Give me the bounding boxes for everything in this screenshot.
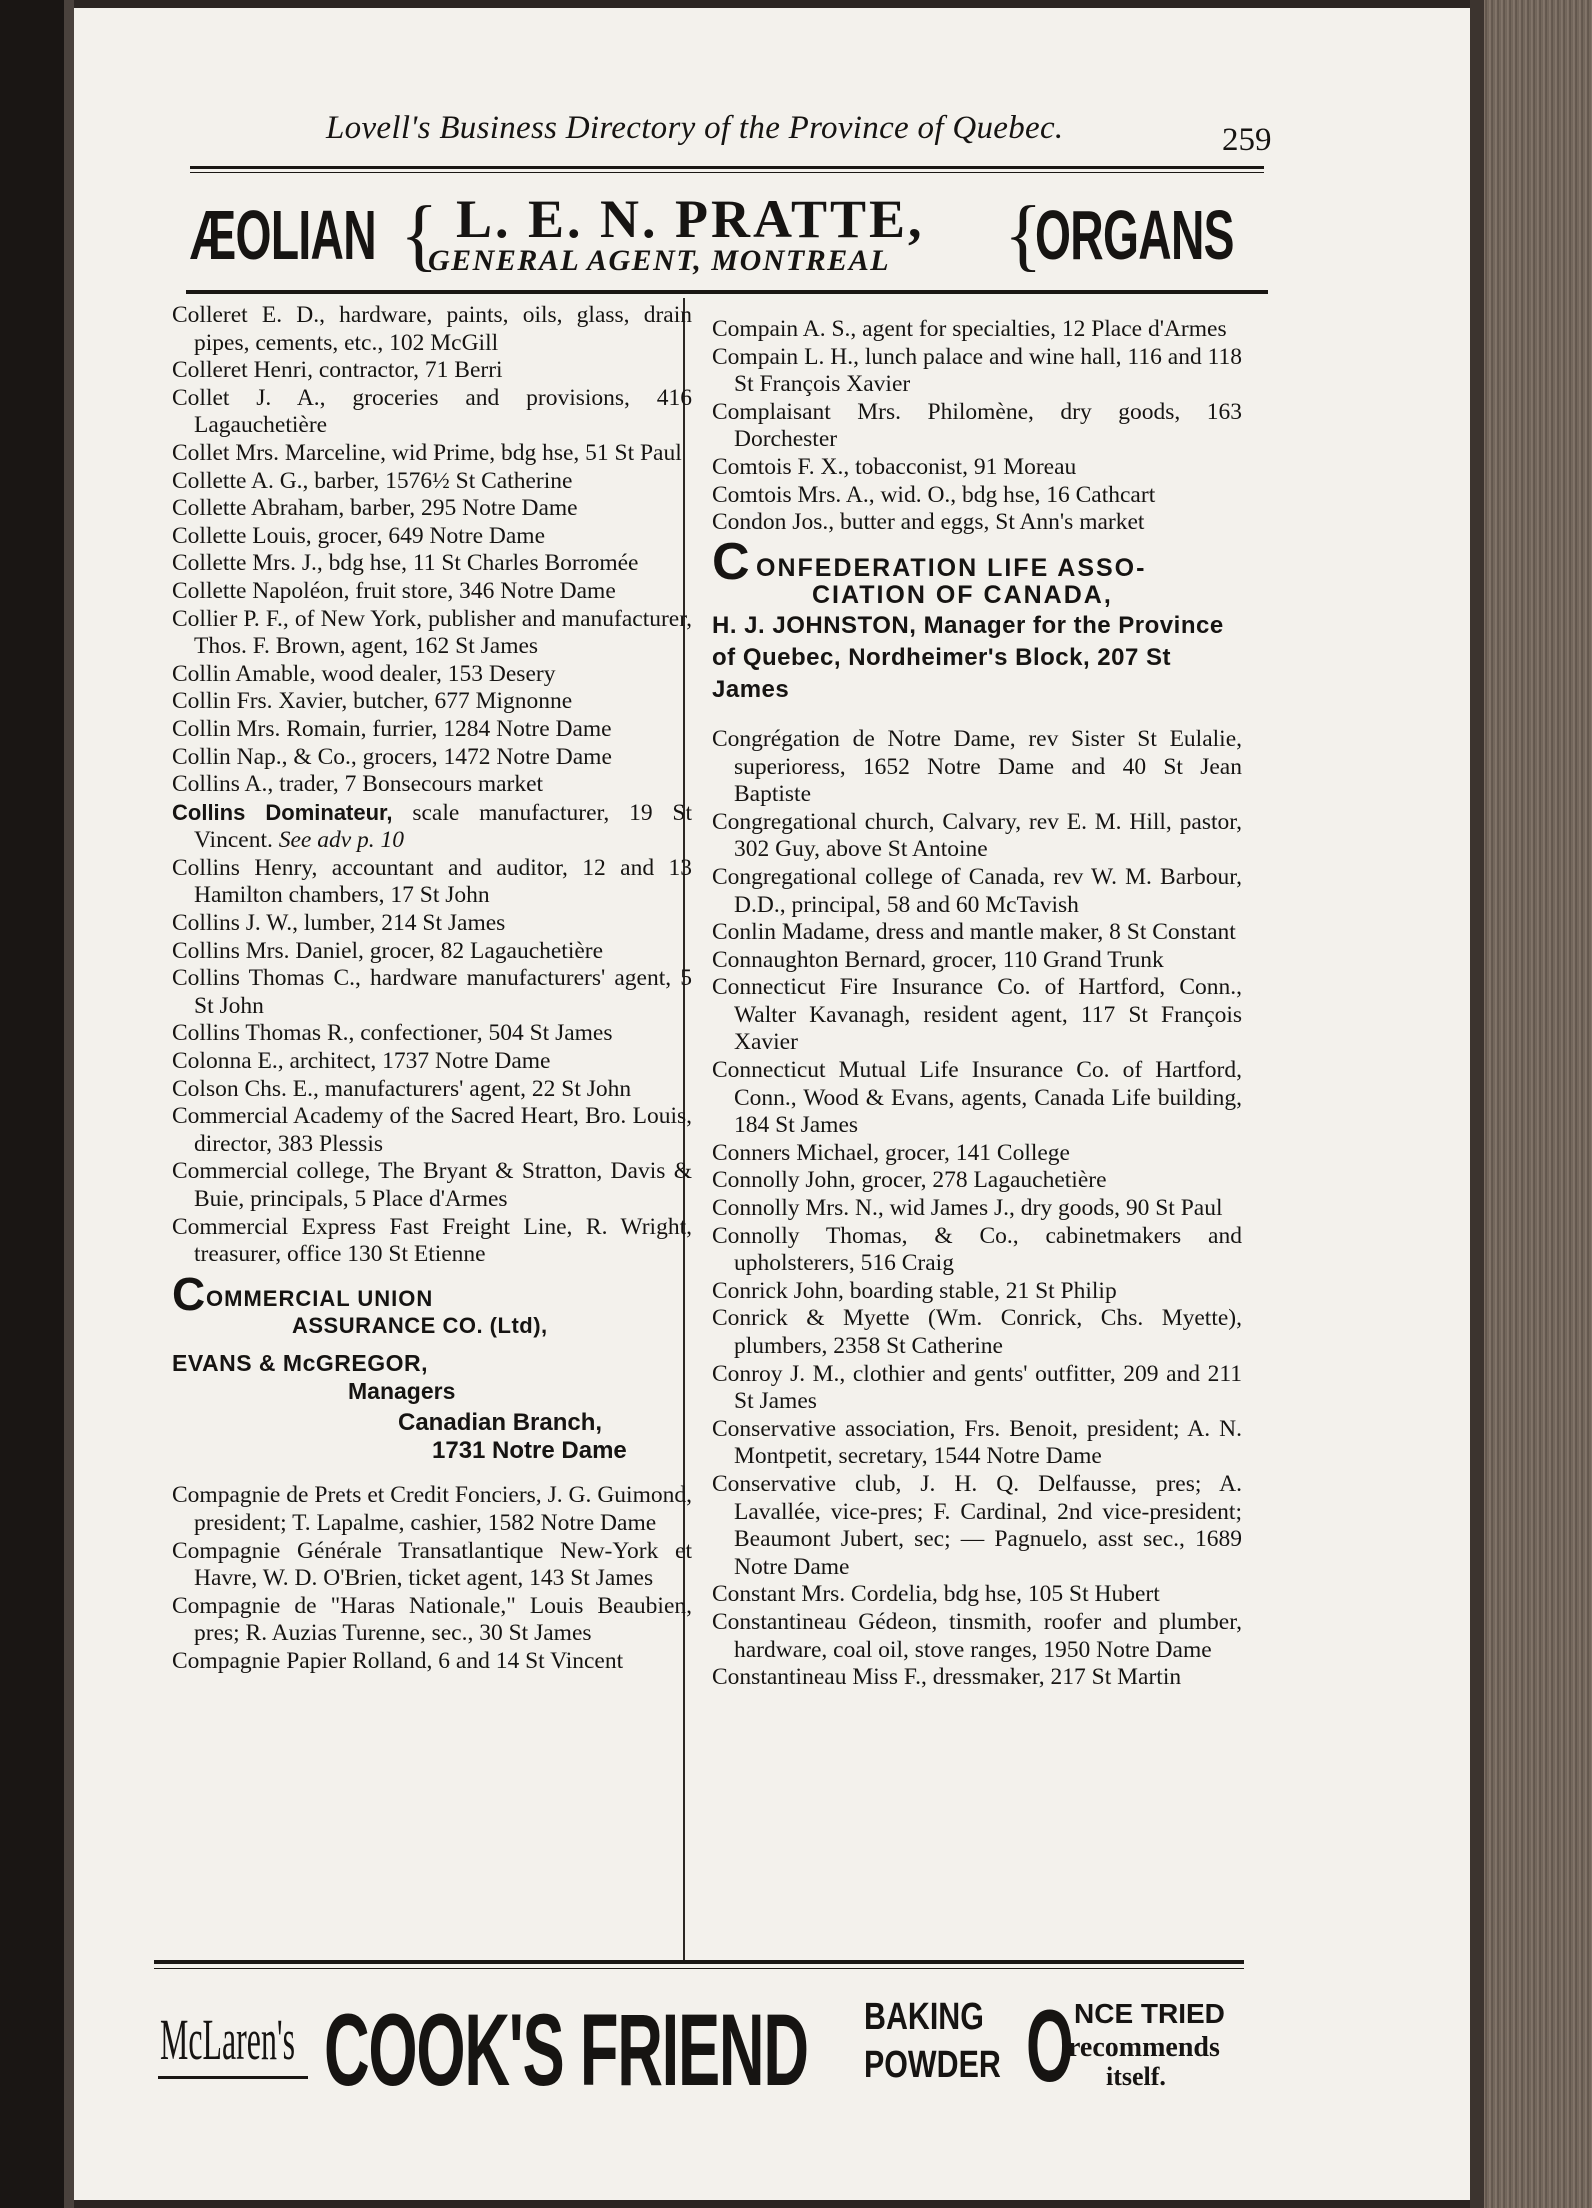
brace-right: { bbox=[1004, 191, 1043, 279]
ad-line-2: ASSURANCE CO. (Ltd), bbox=[292, 1313, 548, 1339]
directory-entry: Collins A., trader, 7 Bonsecours market bbox=[172, 771, 544, 798]
top-rule-thin bbox=[190, 172, 1264, 173]
directory-entry: Commercial college, The Bryant & Stratton, Davis & Buie, principals, 5 Place d'Armes bbox=[172, 1158, 692, 1212]
ad-initial-c: C bbox=[712, 532, 752, 591]
directory-entry: Compagnie de Prets et Credit Fonciers, J. G. Guimond, president; T. Lapalme, cashier, 1582 Notre Dame bbox=[172, 1482, 692, 1536]
directory-entry-collins-dominateur bbox=[172, 799, 692, 855]
ad-big-o: O bbox=[1026, 1989, 1074, 2103]
directory-entry: Colleret E. D., hardware, paints, oils, glass, drain pipes, cements, etc., 102 McGill bbox=[172, 302, 692, 356]
directory-entry: Collette A. G., barber, 1576½ St Catherine bbox=[172, 467, 573, 494]
left-column bbox=[172, 302, 692, 1676]
ad-line-5: Canadian Branch, bbox=[398, 1409, 603, 1437]
ad-recommends: recommends bbox=[1068, 2032, 1220, 2063]
page-number: 259 bbox=[1222, 122, 1272, 158]
banner-agent-subtitle: GENERAL AGENT, MONTREAL bbox=[428, 244, 891, 277]
directory-entry: Collins Thomas C., hardware manufacturers' agent, 5 St John bbox=[172, 965, 692, 1019]
directory-entry: Constantineau Gédeon, tinsmith, roofer and plumber, hardware, coal oil, stove ranges, 1950 Notre Dame bbox=[712, 1608, 1242, 1663]
ad-line-1-text: ONFEDERATION LIFE ASSO- bbox=[756, 553, 1147, 582]
directory-entry: Collin Nap., & Co., grocers, 1472 Notre Dame bbox=[172, 743, 612, 770]
directory-entry: Commercial Express Fast Freight Line, R. Wright, treasurer, office 130 St Etienne bbox=[172, 1213, 692, 1268]
directory-entry: Collins Mrs. Daniel, grocer, 82 Lagauchetière bbox=[172, 937, 604, 964]
ad-line-4: Managers bbox=[348, 1377, 456, 1404]
right-entries-a bbox=[712, 316, 1242, 537]
directory-entry: Collet Mrs. Marceline, wid Prime, bdg hse, 51 St Paul bbox=[172, 439, 682, 466]
page-stack-edge bbox=[1470, 0, 1592, 2208]
directory-entry: Collet J. A., groceries and provisions, 416 Lagauchetière bbox=[172, 384, 692, 439]
directory-entry: Colleret Henri, contractor, 71 Berri bbox=[172, 357, 503, 384]
directory-entry: Conrick John, boarding stable, 21 St Philip bbox=[712, 1277, 1117, 1304]
ad-line-3: EVANS & McGREGOR, bbox=[172, 1349, 428, 1376]
directory-entry: Conlin Madame, dress and mantle maker, 8 St Constant bbox=[712, 919, 1236, 946]
directory-entry: Collette Napoléon, fruit store, 346 Notre Dame bbox=[172, 577, 616, 604]
directory-entry: Constant Mrs. Cordelia, bdg hse, 105 St Hubert bbox=[712, 1581, 1160, 1608]
cooks-friend-ad bbox=[148, 1988, 1248, 2107]
ad-line-6: 1731 Notre Dame bbox=[432, 1436, 627, 1464]
ad-brand: McLaren's bbox=[160, 2007, 296, 2072]
directory-entry: Compain L. H., lunch palace and wine hall, 116 and 118 St François Xavier bbox=[712, 343, 1242, 398]
directory-entry: Collin Mrs. Romain, furrier, 1284 Notre Dame bbox=[172, 715, 612, 742]
directory-entry: Compagnie Papier Rolland, 6 and 14 St Vincent bbox=[172, 1647, 624, 1674]
banner-bottom-rule bbox=[186, 290, 1268, 294]
ad-product: COOK'S FRIEND bbox=[324, 1993, 808, 2107]
directory-entry: Commercial Academy of the Sacred Heart, Bro. Louis, director, 383 Plessis bbox=[172, 1103, 692, 1157]
directory-entry: Collette Louis, grocer, 649 Notre Dame bbox=[172, 522, 545, 549]
directory-entry: Compagnie de "Haras Nationale," Louis Beaubien, pres; R. Auzias Turenne, sec., 30 St James bbox=[172, 1592, 692, 1647]
directory-entry: Conroy J. M., clothier and gents' outfitter, 209 and 211 St James bbox=[712, 1360, 1242, 1415]
entry-text: scale manufacturer, 19 St Vincent. bbox=[194, 799, 692, 854]
banner-agent-name: L. E. N. PRATTE, bbox=[456, 189, 925, 249]
directory-entry: Compain A. S., agent for specialties, 12 Place d'Armes bbox=[712, 316, 1227, 342]
directory-entry: Collins Thomas R., confectioner, 504 St James bbox=[172, 1020, 613, 1047]
ad-itself: itself. bbox=[1106, 2062, 1166, 2091]
directory-entry: Connolly Mrs. N., wid James J., dry goods, 90 St Paul bbox=[712, 1195, 1223, 1222]
directory-entry: Connecticut Fire Insurance Co. of Hartford, Conn., Walter Kavanagh, resident agent, 117 St François Xavier bbox=[712, 974, 1242, 1056]
directory-entry: Collins Henry, accountant and auditor, 12 and 13 Hamilton chambers, 17 St John bbox=[172, 854, 692, 909]
brand-underline bbox=[158, 2076, 308, 2079]
directory-entry: Colonna E., architect, 1737 Notre Dame bbox=[172, 1048, 551, 1075]
directory-entry: Collin Amable, wood dealer, 153 Desery bbox=[172, 660, 556, 687]
directory-entry: Congregational church, Calvary, rev E. M. Hill, pastor, 302 Guy, above St Antoine bbox=[712, 808, 1242, 863]
banner-aeolian: ÆOLIAN bbox=[190, 196, 376, 274]
directory-entry: Collin Frs. Xavier, butcher, 677 Mignonne bbox=[172, 688, 573, 715]
footer-top-rule bbox=[154, 1960, 1244, 1964]
directory-entry: Complaisant Mrs. Philomène, dry goods, 163 Dorchester bbox=[712, 398, 1242, 453]
left-entries-a bbox=[172, 302, 692, 799]
directory-entry: Connolly John, grocer, 278 Lagauchetière bbox=[712, 1167, 1107, 1194]
directory-entry: Collette Abraham, barber, 295 Notre Dame bbox=[172, 495, 578, 522]
running-title: Lovell's Business Directory of the Province of Quebec. bbox=[326, 110, 1064, 146]
directory-entry: Conrick & Myette (Wm. Conrick, Chs. Myette), plumbers, 2358 St Catherine bbox=[712, 1305, 1242, 1359]
ad-line-2: CIATION OF CANADA, bbox=[812, 581, 1113, 610]
directory-entry: Comtois F. X., tobacconist, 91 Moreau bbox=[712, 453, 1077, 480]
directory-entry: Collins J. W., lumber, 214 St James bbox=[172, 910, 506, 937]
directory-entry: Congrégation de Notre Dame, rev Sister St Eulalie, superioress, 1652 Notre Dame and 40 St Jean Baptiste bbox=[712, 725, 1242, 808]
entry-see-adv: See adv p. 10 bbox=[278, 827, 405, 854]
banner-organs: ORGANS bbox=[1035, 196, 1234, 274]
directory-entry: Comtois Mrs. A., wid. O., bdg hse, 16 Cathcart bbox=[712, 481, 1156, 508]
top-rule bbox=[190, 166, 1264, 169]
ad-once-tried: NCE TRIED bbox=[1074, 1998, 1225, 2029]
left-entries-c bbox=[172, 1482, 692, 1675]
directory-entry: Collier P. F., of New York, publisher and manufacturer, Thos. F. Brown, agent, 162 St James bbox=[172, 605, 692, 660]
directory-entry: Connaughton Bernard, grocer, 110 Grand Trunk bbox=[712, 946, 1164, 973]
ad-line-3: H. J. JOHNSTON, Manager for the Province of Quebec, Nordheimer's Block, 207 St James bbox=[712, 611, 1224, 703]
left-entries-b bbox=[172, 855, 692, 1269]
directory-entry: Constantineau Miss F., dressmaker, 217 St Martin bbox=[712, 1664, 1182, 1691]
ad-line-1-text: OMMERCIAL UNION bbox=[206, 1285, 434, 1311]
directory-entry: Conservative club, J. H. Q. Delfausse, pres; A. Lavallée, vice-pres; F. Cardinal, 2nd vice-president; Beaumont Jubert, sec; — Pagnuelo, asst sec., 1689 Notre Dame bbox=[712, 1470, 1242, 1580]
right-entries-b bbox=[712, 726, 1242, 1692]
right-column bbox=[712, 316, 1242, 1692]
ad-line-1 bbox=[712, 532, 1242, 591]
directory-entry: Conservative association, Frs. Benoit, president; A. N. Montpetit, secretary, 1544 Notre Dame bbox=[712, 1415, 1242, 1470]
directory-entry: Congregational college of Canada, rev W. M. Barbour, D.D., principal, 58 and 60 McTavish bbox=[712, 863, 1242, 918]
directory-entry: Connolly Thomas, & Co., cabinetmakers and upholsterers, 516 Craig bbox=[712, 1222, 1242, 1277]
footer-top-rule-thin bbox=[154, 1968, 1244, 1969]
book-spine-shadow bbox=[0, 0, 74, 2208]
directory-entry: Compagnie Générale Transatlantique New-York et Havre, W. D. O'Brien, ticket agent, 143 St James bbox=[172, 1537, 692, 1592]
directory-entry: Connecticut Mutual Life Insurance Co. of Hartford, Conn., Wood & Evans, agents, Canada Life building, 184 St James bbox=[712, 1057, 1242, 1139]
commercial-union-ad bbox=[172, 1267, 692, 1465]
confederation-life-ad bbox=[712, 532, 1242, 706]
ad-powder: POWDER bbox=[864, 2044, 1001, 2086]
brace-left: { bbox=[400, 191, 439, 279]
entry-name: Collins Dominateur, bbox=[172, 799, 393, 825]
ad-line-1 bbox=[172, 1267, 692, 1320]
ad-baking: BAKING bbox=[864, 1996, 984, 2038]
directory-entry: Condon Jos., butter and eggs, St Ann's market bbox=[712, 509, 1145, 536]
directory-entry: Colson Chs. E., manufacturers' agent, 22 St John bbox=[172, 1075, 632, 1102]
directory-entry: Collette Mrs. J., bdg hse, 11 St Charles Borromée bbox=[172, 550, 639, 577]
directory-entry: Conners Michael, grocer, 141 College bbox=[712, 1139, 1070, 1166]
ad-initial-c: C bbox=[172, 1267, 207, 1320]
